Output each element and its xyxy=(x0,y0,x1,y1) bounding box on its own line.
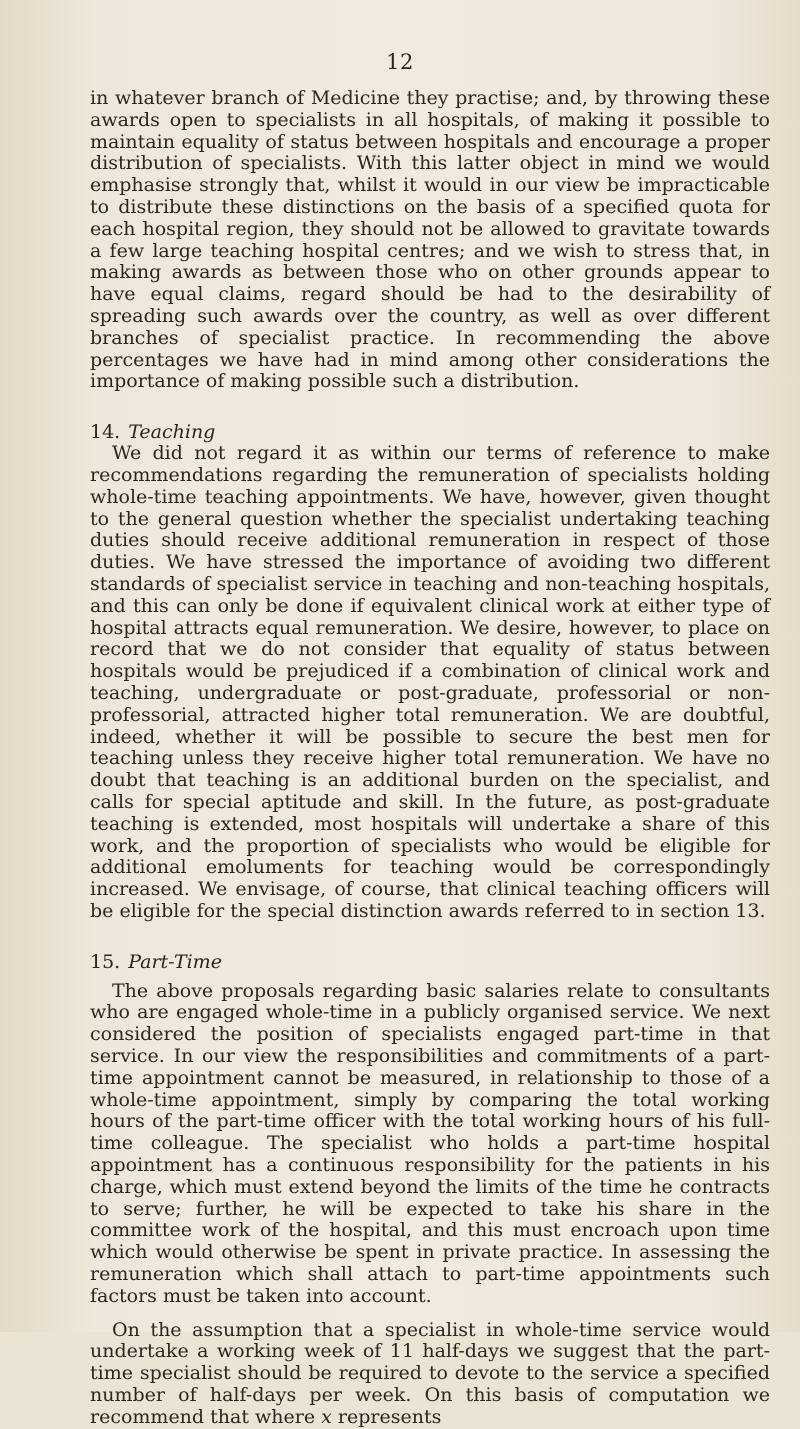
teaching-paragraph: We did not regard it as within our terms of reference to make recommendations regarding the remuneration of specialists holding whole-time teaching appointments. We have, however, given thought to the general question whether the specialist undertaking teaching duties should receive additional remuneration in respect of those duties. We have stressed the importance of avoiding two different standards of specialist service in teaching and non-teaching hospitals, and this can only be done if equivalent clinical work at either type of hospital attracts equal remuneration. We desire, however, to place on record that we do not consider that equality of status between hospitals would be prejudiced if a combination of clinical work and teaching, undergraduate or post-graduate, professorial or non-professorial, attracted higher total remuneration. We are doubtful, indeed, whether it will be possible to secure the best men for teaching unless they receive higher total remuneration. We have no doubt that teaching is an additional burden on the specialist, and calls for special aptitude and skill. In the future, as post-graduate teaching is extended, most hospitals will undertake a share of this work, and the proportion of specialists who would be eligible for additional emoluments for teaching would be correspondingly increased. We envisage, of course, that clinical teaching officers will be eligible for the special distinction awards referred to in section 13. xyxy=(90,442,770,922)
section-title: Part-Time xyxy=(128,950,222,973)
variable-x: x xyxy=(321,1405,332,1428)
section-number: 15. xyxy=(90,950,121,973)
intro-paragraph: in whatever branch of Medicine they practise; and, by throwing these awards open to specialists in all hospitals, of making it possible to maintain equality of status between hospitals and encourage a proper distribution of specialists. With this latter object in mind we would emphasise strongly that, whilst it would in our view be impracticable to distribute these distinctions on the basis of a specified quota for each hospital region, they should not be allowed to gravitate towards a few large teaching hospital centres; and we wish to stress that, in making awards as between those who on other grounds appear to have equal claims, regard should be had to the desirability of spreading such awards over the country, as well as over different branches of specialist practice. In recommending the above percentages we have had in mind among other considerations the importance of making possible such a distribution. xyxy=(90,87,770,393)
section-number: 14. xyxy=(90,421,121,444)
part-time-paragraph-1: The above proposals regarding basic salaries relate to consultants who are engaged whole-time in a publicly organised service. We next considered the position of specialists engaged part-time in that service. In our view the responsibilities and commitments of a part-time appointment cannot be measured, in relationship to those of a whole-time appointment, simply by comparing the total working hours of the part-time officer with the total working hours of his full-time colleague. The specialist who holds a part-time hospital appointment has a continuous responsibility for the patients in his charge, which must extend beyond the limits of the time he contracts to serve; further, he will be expected to take his share in the committee work of the hospital, and this must encroach upon time which would otherwise be spent in private practice. In assessing the remuneration which shall attach to part-time appointments such factors must be taken into account. xyxy=(90,979,770,1307)
page-content xyxy=(90,88,770,1429)
section-heading-part-time xyxy=(90,951,770,973)
section-heading-teaching xyxy=(90,421,770,443)
part-time-paragraph-2 xyxy=(90,1320,770,1429)
part-time-paragraph-2-text: On the assumption that a specialist in whole-time service would undertake a working week of 11 half-days we suggest that the part-time specialist should be required to devote to the service a specified number of half-days per week. On this basis of computation we recommend that where xyxy=(90,1318,770,1428)
section-title: Teaching xyxy=(128,421,216,444)
page-number: 12 xyxy=(386,50,414,74)
trailing-word: represents xyxy=(337,1405,442,1428)
